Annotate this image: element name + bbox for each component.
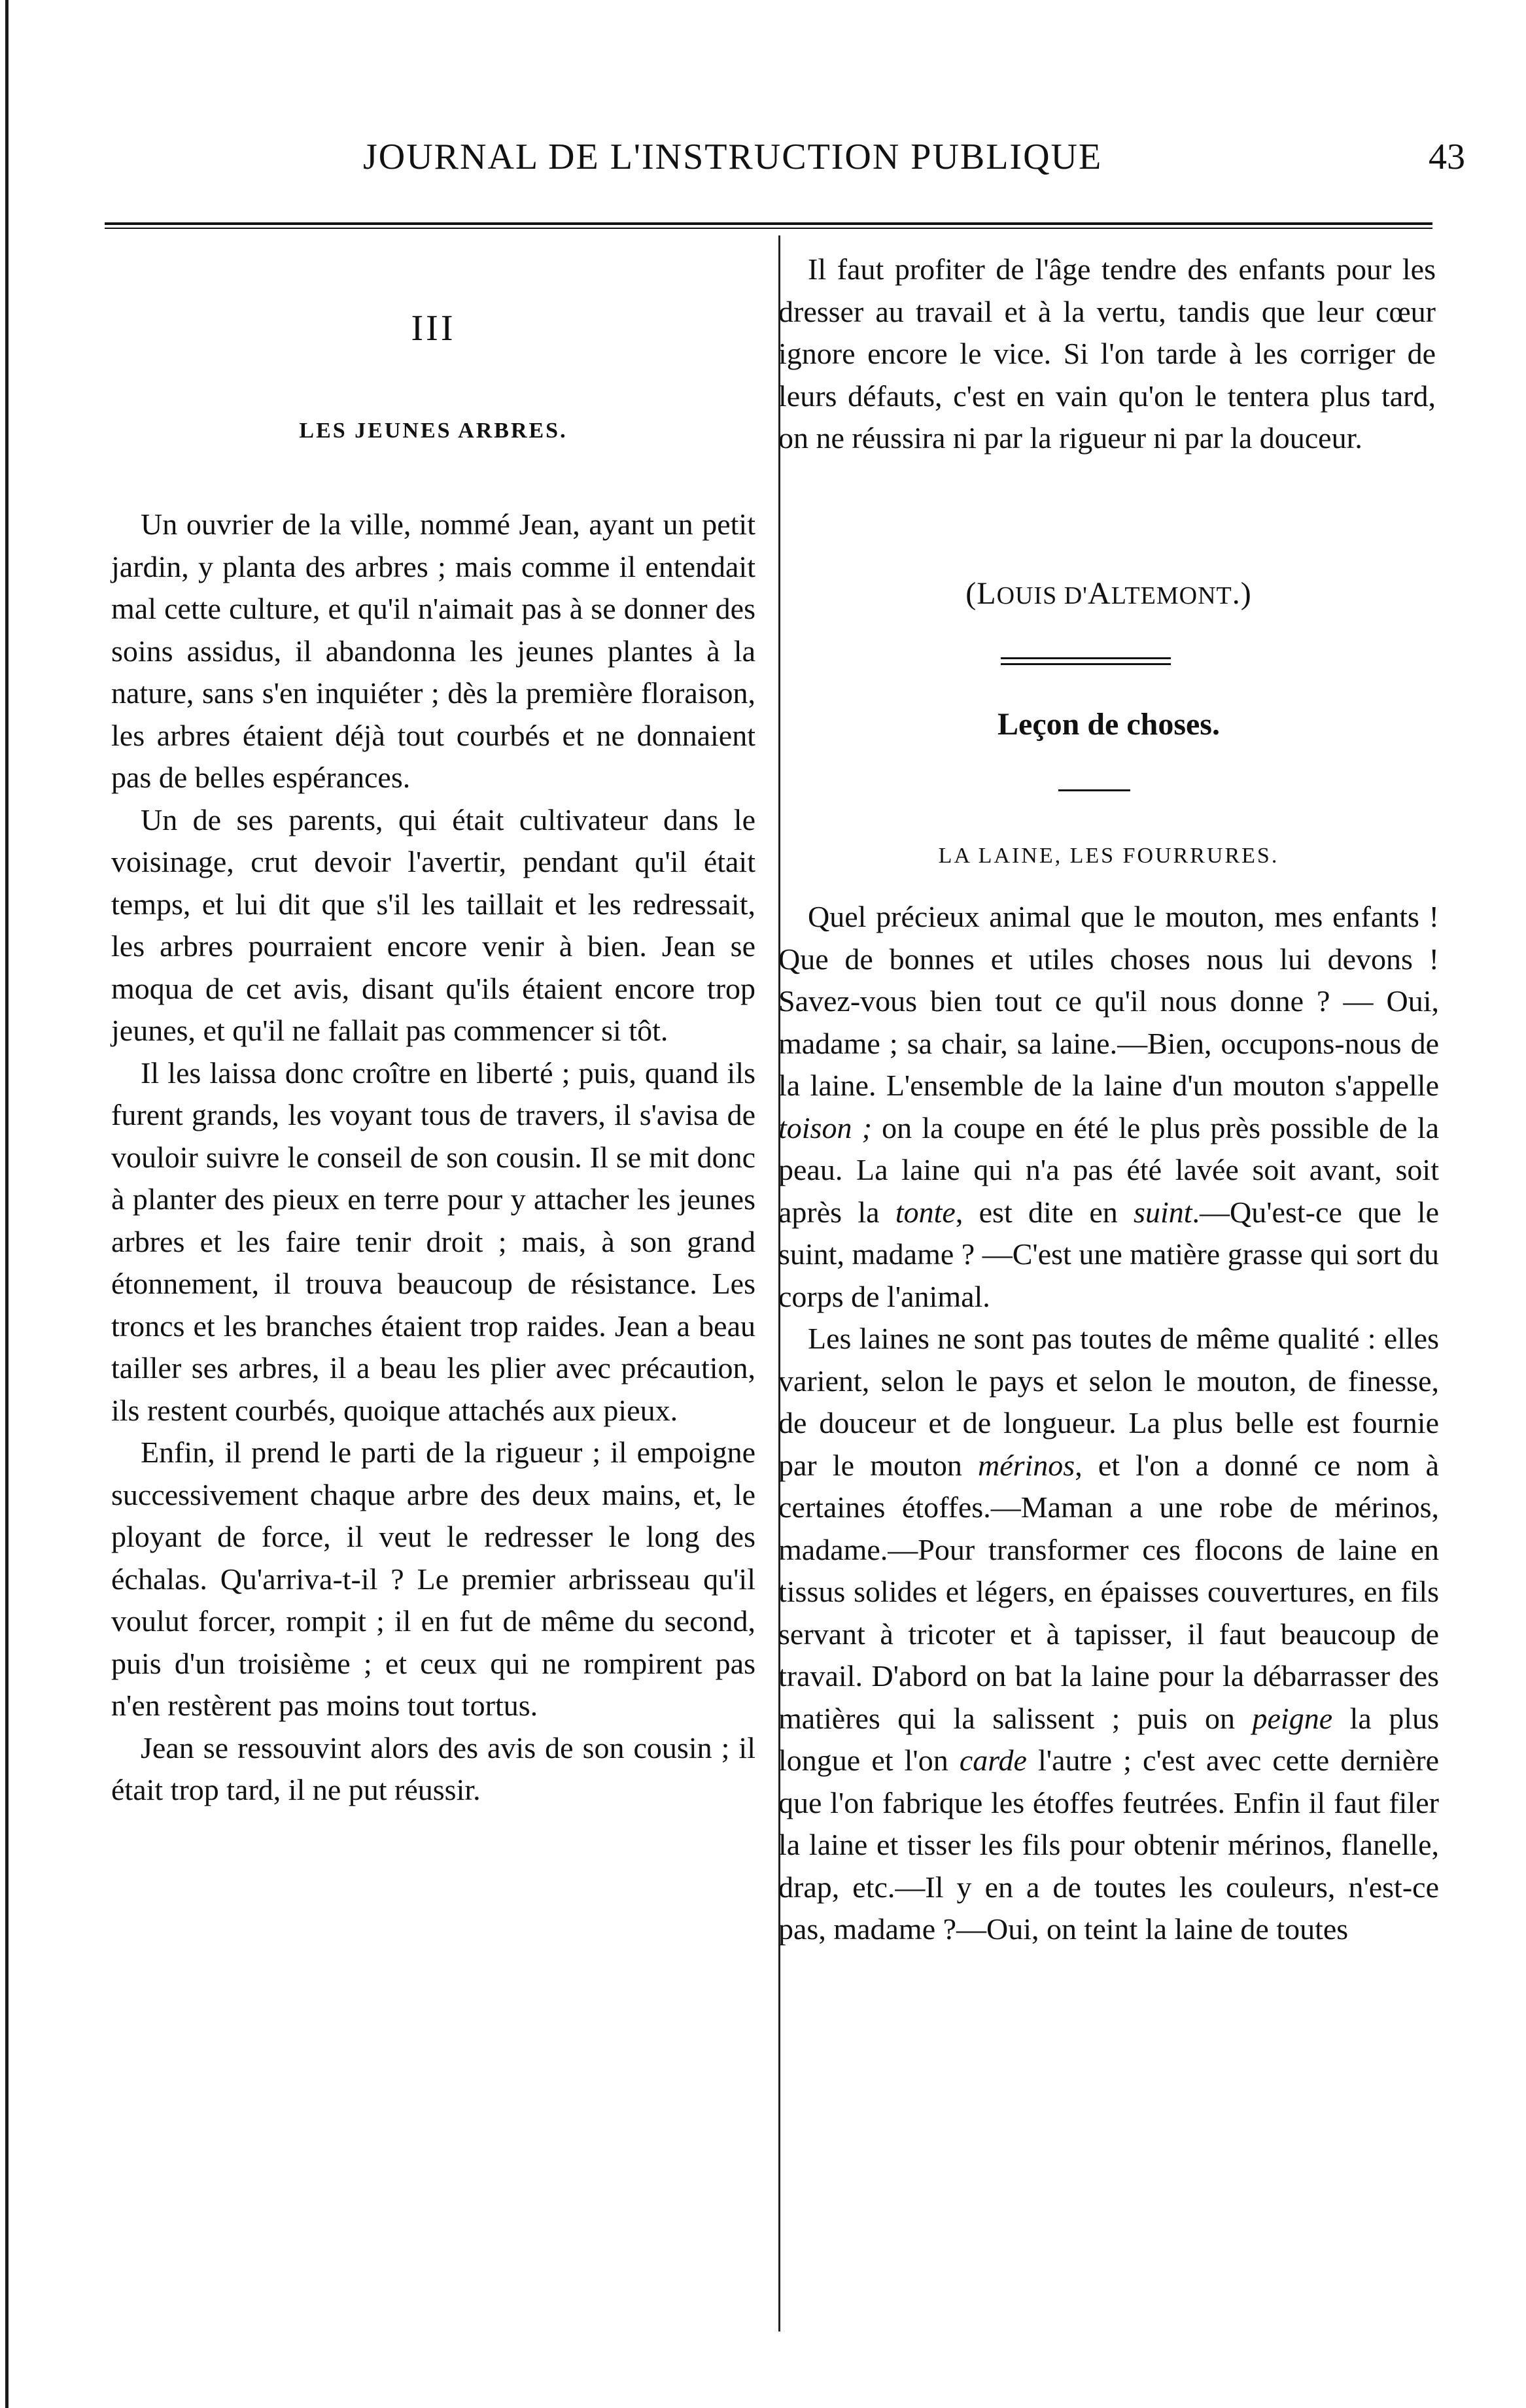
double-rule-divider	[1001, 657, 1171, 665]
page-number: 43	[1429, 137, 1465, 177]
paragraph	[778, 896, 1439, 1318]
signature-part: OUIS D'	[996, 582, 1088, 610]
italic-term: suint	[1134, 1195, 1192, 1229]
lesson-subtitle: LA LAINE, LES FOURRURES.	[938, 844, 1279, 868]
italic-term: carde	[959, 1744, 1027, 1777]
paragraph: Il les laissa donc croître en liberté ; puis, quand ils furent grands, les voyant tous de travers, il s'avisa de vouloir suivre le conseil de son cousin. Il se mit donc à planter des pieux en terre pour y attacher les jeunes arbres et les faire tenir droit ; mais, à son grand étonnement, il trouva beaucoup de résistance. Les troncs et les branches étaient trop raides. Jean a beau tailler ses arbres, il a beau les plier avec précaution, ils restent courbés, quoique attachés aux pieux.	[111, 1056, 755, 1427]
running-title: JOURNAL DE L'INSTRUCTION PUBLIQUE	[363, 137, 1103, 177]
right-column-continuation	[778, 249, 1436, 460]
lesson-title: Leçon de choses.	[997, 707, 1220, 742]
page-edge-line	[5, 0, 9, 2408]
text-run: Les laines ne sont pas toutes de même qualité : elles varient, selon le pays et selon le mouton, de finesse, de douceur et de longueur. La plus belle est fournie par le mouton	[778, 1322, 1439, 1482]
italic-term: peigne	[1252, 1701, 1333, 1735]
paragraph	[778, 1318, 1439, 1951]
text-run: , est dite en	[955, 1195, 1134, 1229]
author-signature	[778, 576, 1439, 611]
text-run: , et l'on a donné ce nom à certaines étoffes.—Maman a une robe de mérinos, madame.—Pour transformer ces flocons de laine en tissus solides et légers, en épaisses couvertures, en fils servant à tricoter et à tapisser, il faut beaucoup de travail. D'abord on bat la laine pour la débarrasser des matières qui la salissent ; puis on	[778, 1448, 1439, 1735]
paragraph: Il faut profiter de l'âge tendre des enfants pour les dresser au travail et à la vertu, tandis que leur cœur ignore encore le vice. Si l'on tarde à les corriger de leurs défauts, c'est en vain qu'on le tentera plus tard, on ne réussira ni par la rigueur ni par la douceur.	[778, 252, 1436, 455]
header-rule	[105, 222, 1432, 229]
text-run: Quel précieux animal que le mouton, mes enfants ! Que de bonnes et utiles choses nous lui devons ! Savez-vous bien tout ce qu'il nous donne ? — Oui, madame ; sa chair, sa laine.—Bien, occupons-nous de la laine. L'ensemble de la laine d'un mouton s'appelle	[778, 900, 1439, 1102]
paragraph: Jean se ressouvint alors des avis de son cousin ; il était trop tard, il ne put réussir.	[111, 1730, 755, 1806]
italic-term: mérinos	[977, 1448, 1075, 1482]
right-column-lesson-text	[778, 896, 1439, 1951]
signature-part: A	[1088, 576, 1111, 611]
text-run: .—Qu'est-ce que le suint, madame ? —C'est une matière grasse qui sort du corps de l'animal.	[778, 1195, 1439, 1313]
signature-part: LTEMONT	[1111, 582, 1232, 610]
paragraph: Enfin, il prend le parti de la rigueur ; il empoigne successivement chaque arbre des deux mains, et, le ployant de force, il veut le redresser le long des échalas. Qu'arriva-t-il ? Le premier arbrisseau qu'il voulut forcer, rompit ; il en fut de même du second, puis d'un troisième ; et ceux qui ne rompirent pas n'en restèrent pas moins tout tortus.	[111, 1436, 755, 1722]
signature-part: .)	[1232, 576, 1252, 611]
signature-part: (L	[965, 576, 997, 611]
italic-term: toison ;	[778, 1110, 872, 1144]
left-column-text	[111, 504, 755, 1812]
text-run: l'autre ; c'est avec cette dernière que l'on fabrique les étoffes feutrées. Enfin il faut filer la laine et tisser les fils pour obtenir mérinos, flanelle, drap, etc.—Il y en a de toutes les couleurs, n'est-ce pas, madame ?—Oui, on teint la laine de toutes	[778, 1744, 1439, 1946]
short-rule-divider	[1058, 789, 1130, 791]
section-title: LES JEUNES ARBRES.	[299, 419, 568, 443]
paragraph: Un de ses parents, qui était cultivateur dans le voisinage, crut devoir l'avertir, pendant qu'il était temps, et lui dit que s'il les taillait et les redressait, les arbres pourraient encore venir à bien. Jean se moqua de cet avis, disant qu'ils étaient encore trop jeunes, et qu'il ne fallait pas commencer si tôt.	[111, 802, 755, 1047]
italic-term: tonte	[895, 1195, 956, 1229]
paragraph: Un ouvrier de la ville, nommé Jean, ayant un petit jardin, y planta des arbres ; mais comme il entendait mal cette culture, et qu'il n'aimait pas à se donner des soins assidus, il abandonna les jeunes plantes à la nature, sans s'en inquiéter ; dès la première floraison, les arbres étaient déjà tout courbés et ne donnaient pas de belles espérances.	[111, 507, 755, 794]
section-number: III	[411, 308, 456, 349]
text-run: la plus longue et l'on	[778, 1701, 1439, 1777]
text-run: on la coupe en été le plus près possible de la peau. La laine qui n'a pas été lavée soit avant, soit après la	[778, 1110, 1439, 1229]
